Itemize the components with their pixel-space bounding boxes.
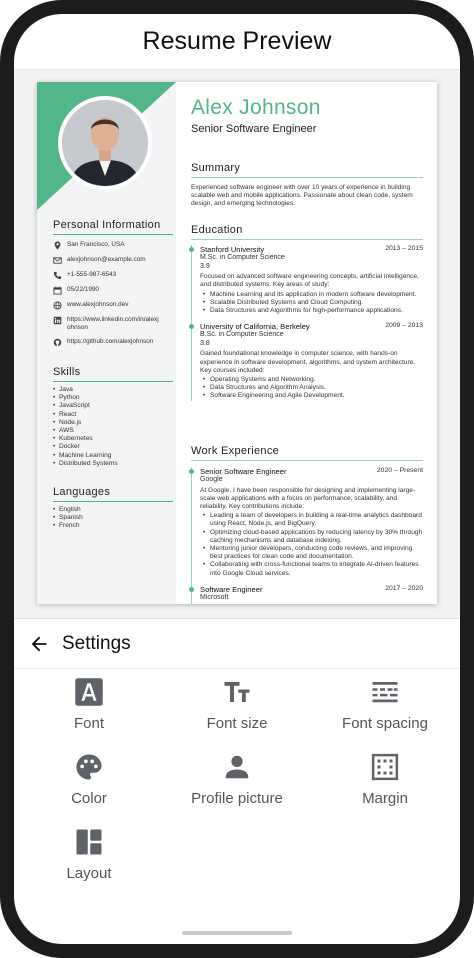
entry-dates: 2009 – 2013	[385, 322, 423, 330]
font-icon	[74, 677, 104, 707]
school-name: University of California, Berkeley	[200, 322, 310, 332]
skills-list	[53, 386, 173, 468]
layout-option-label: Layout	[66, 865, 112, 882]
margin-option[interactable]	[310, 752, 460, 822]
settings-header	[14, 619, 460, 669]
company: Google	[200, 476, 223, 483]
location-icon	[53, 241, 62, 250]
resume-role: Senior Software Engineer	[191, 123, 317, 135]
github-icon	[53, 338, 62, 347]
person-icon	[222, 752, 252, 782]
font-size-option[interactable]	[162, 677, 312, 747]
home-indicator	[182, 931, 292, 935]
languages-list	[53, 506, 173, 531]
resume-preview-area[interactable]	[14, 70, 460, 618]
layout-icon	[74, 827, 104, 857]
palette-icon	[74, 752, 104, 782]
font-spacing-icon	[370, 677, 400, 707]
summary-title: Summary	[191, 162, 423, 178]
gpa: 3.8	[200, 339, 210, 347]
contact-email: alexjohnson@example.com	[53, 256, 173, 265]
timeline-dot	[189, 247, 194, 252]
list-item: • Machine Learning and its application in modern software development.	[200, 291, 423, 299]
font-option[interactable]	[14, 677, 164, 747]
company: Microsoft	[200, 593, 229, 601]
color-option-label: Color	[71, 790, 107, 807]
education-timeline	[191, 245, 423, 401]
school-name: Stanford University	[200, 245, 265, 254]
color-option[interactable]	[14, 752, 164, 822]
list-item: • Leading a team of developers in building a real-time analytics dashboard using React, Node.js, and BigQuery.	[200, 512, 423, 528]
list-item: • Data Structures and Algorithm Analysis.	[200, 384, 423, 392]
font-spacing-option[interactable]	[310, 677, 460, 747]
summary-text: Experienced software engineer with over 10 years of experience in building scalable web and mobile applications. Passionate about clean code, system design, and emerging technologies.	[191, 184, 413, 208]
skills-section	[53, 366, 173, 468]
contact-github: https://github.com/alexjohnson	[53, 338, 173, 347]
calendar-icon	[53, 286, 62, 295]
experience-entry	[200, 585, 423, 603]
back-arrow-icon[interactable]	[28, 633, 50, 655]
list-item: • Distributed Systems	[53, 460, 173, 468]
entry-description: Gained foundational knowledge in computer science, with hands-on experience in software development, algorithms, and system architecture. Key courses included:	[200, 350, 416, 374]
contact-website: www.alexjohnson.dev	[53, 301, 173, 310]
gpa: 3.9	[200, 262, 210, 270]
list-item: • English	[53, 506, 173, 514]
list-item: • Operating Systems and Networking.	[200, 376, 423, 384]
timeline-dot	[189, 587, 194, 592]
font-option-label: Font	[73, 715, 104, 732]
entry-dates: 2017 – 2020	[385, 584, 423, 592]
timeline-dot	[189, 469, 194, 474]
entry-description: Focused on advanced software engineering concepts, artificial intelligence, and distributed systems. Key areas of study:	[200, 273, 419, 289]
resume-name: Alex Johnson	[191, 96, 321, 119]
job-title: Senior Software Engineer	[200, 467, 287, 476]
profile-picture-option[interactable]	[162, 752, 312, 822]
contact-birthdate: 05/22/1990	[53, 286, 173, 295]
list-item: • Node.js	[53, 419, 173, 427]
list-item: • Data Structures and Algorithms for high-performance applications.	[200, 307, 423, 315]
degree: M.Sc. in Computer Science	[200, 254, 285, 261]
entry-dates: 2013 – 2015	[385, 245, 423, 252]
list-item: • Spanish	[53, 514, 173, 522]
list-item: • Optimizing cloud-based applications by reducing latency by 30% through caching mechanisms and database indexing.	[200, 529, 423, 545]
profile-photo	[58, 96, 152, 190]
languages-section	[53, 486, 173, 531]
timeline-dot	[189, 324, 194, 329]
settings-title: Settings	[62, 632, 131, 654]
entry-dates: 2020 – Present	[376, 467, 423, 474]
list-item: • JavaScript	[53, 402, 173, 410]
list-item: • Docker	[53, 443, 173, 451]
resume-sidebar	[37, 82, 176, 604]
experience-title: Work Experience	[191, 445, 423, 461]
list-item: • AWS	[53, 427, 173, 435]
resume-document[interactable]	[37, 82, 437, 604]
settings-panel	[14, 618, 460, 944]
list-item: • Kubernetes	[53, 435, 173, 443]
linkedin-icon	[53, 316, 62, 325]
list-item: • React	[53, 411, 173, 419]
list-item: • Python	[53, 394, 173, 402]
experience-entry	[200, 467, 423, 578]
globe-icon	[53, 301, 62, 310]
list-item: • French	[53, 522, 173, 530]
education-title: Education	[191, 224, 423, 240]
personal-info-title: Personal Information	[53, 219, 173, 235]
list-item: • Mentoring junior developers, conducting code reviews, and improving best practices for clean code and documentation.	[200, 545, 423, 561]
font-spacing-option-label: Font spacing	[342, 715, 428, 732]
languages-title: Languages	[53, 486, 173, 502]
personal-info-section	[53, 219, 173, 347]
font-size-option-label: Font size	[206, 715, 268, 732]
app-header	[14, 14, 460, 70]
list-item: • Scalable Distributed Systems and Cloud Computing.	[200, 299, 423, 307]
skills-title: Skills	[53, 366, 173, 382]
font-size-icon	[222, 677, 252, 707]
list-item: • Machine Learning	[53, 452, 173, 460]
degree: B.Sc. in Computer Science	[200, 331, 284, 339]
list-item: • Collaborating with cross-functional teams to integrate AI-driven features into Google Cloud services.	[200, 561, 423, 577]
job-title: Software Engineer	[200, 584, 263, 594]
entry-description: At Google, I have been responsible for designing and implementing large-scale web applications with a focus on performance, scalability, and reliability. Key contributions include:	[200, 486, 416, 510]
education-entry	[200, 322, 423, 400]
experience-timeline	[191, 467, 423, 604]
list-item: • Java	[53, 386, 173, 394]
margin-icon	[370, 752, 400, 782]
contact-linkedin: https://www.linkedin.com/in/alexjohnson	[53, 316, 173, 332]
list-item: • Software Engineering and Agile Development.	[200, 392, 423, 400]
person-photo-icon	[62, 100, 148, 186]
margin-option-label: Margin	[362, 790, 408, 807]
contact-phone: +1-555-987-6543	[53, 271, 173, 280]
education-entry	[200, 245, 423, 315]
page-title: Resume Preview	[142, 27, 332, 55]
layout-option[interactable]	[14, 827, 164, 897]
contact-location: San Francisco, USA	[53, 241, 173, 250]
profile-picture-option-label: Profile picture	[191, 790, 283, 807]
phone-icon	[53, 271, 62, 280]
email-icon	[53, 256, 62, 265]
